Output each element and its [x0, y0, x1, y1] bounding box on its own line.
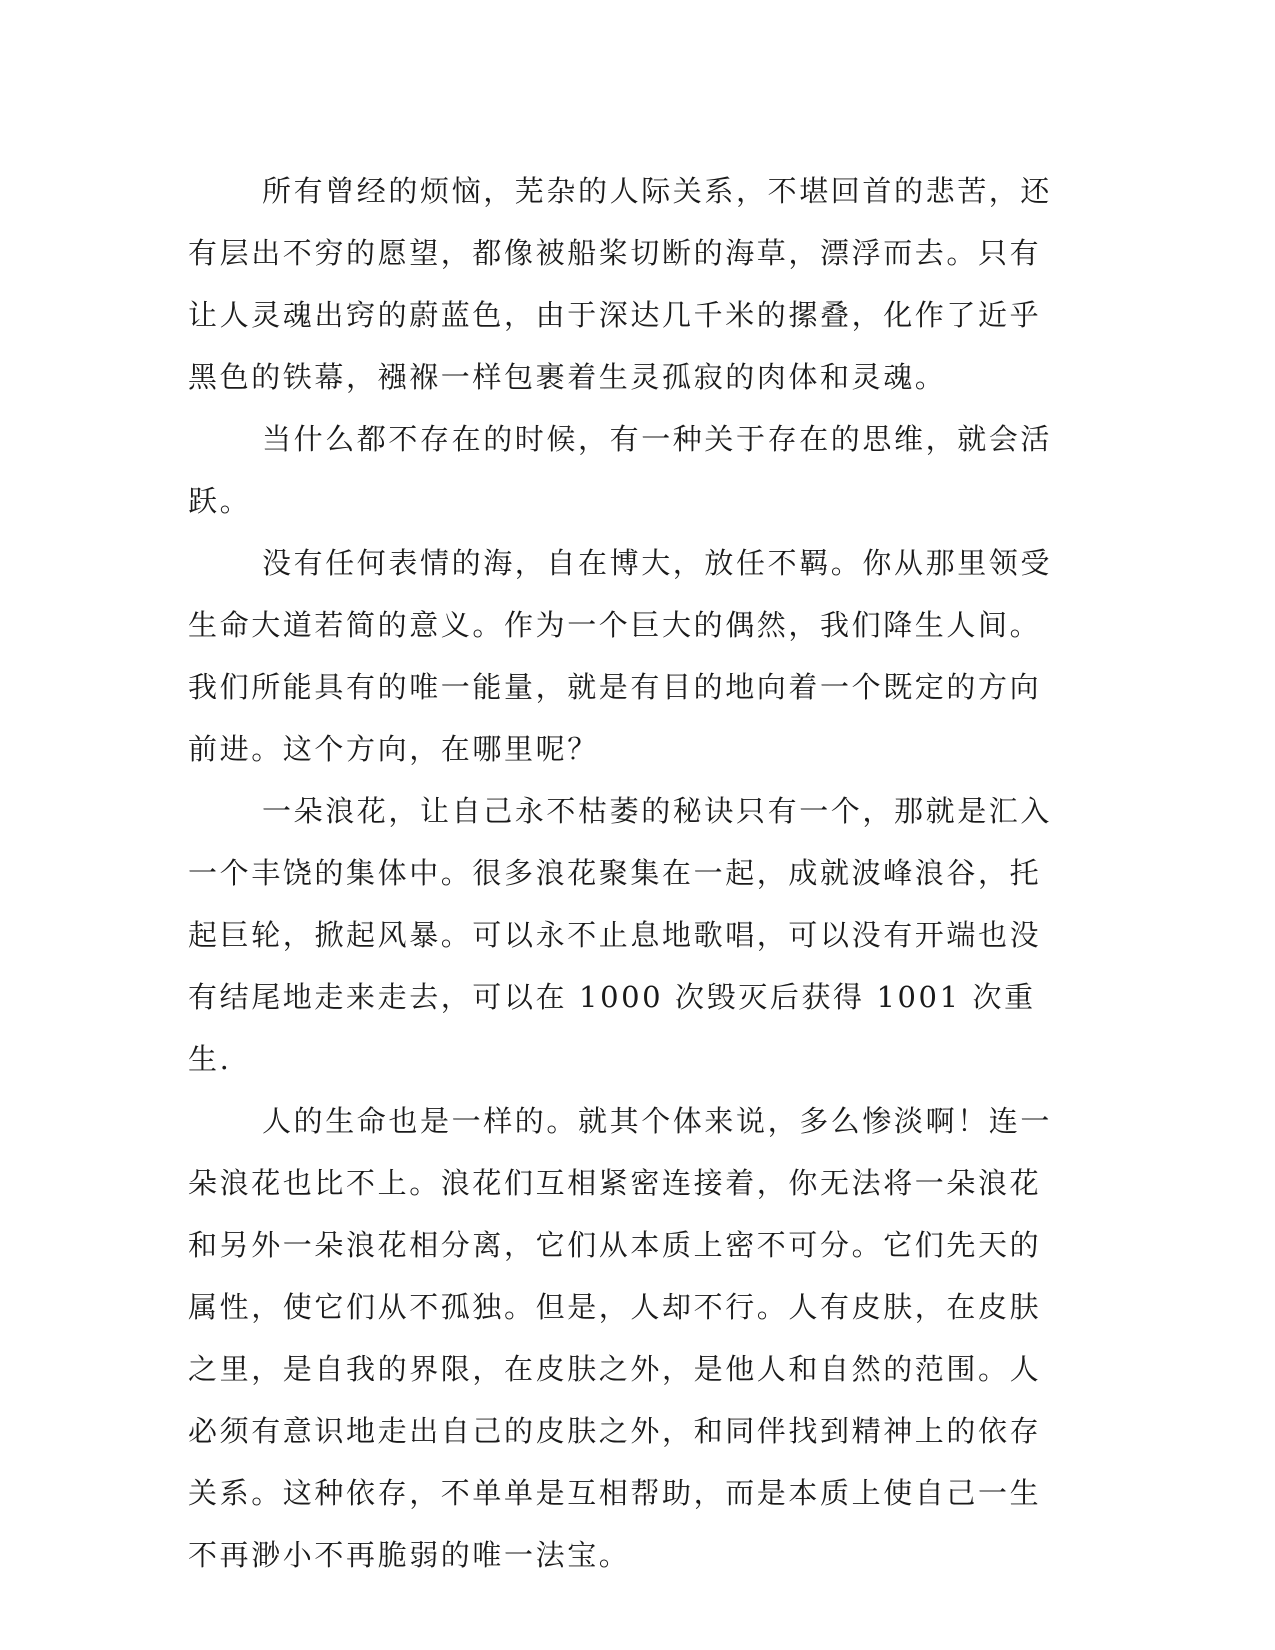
- paragraph-3: 没有任何表情的海，自在博大，放任不羁。你从那里领受生命大道若简的意义。作为一个巨大的偶然，我们降生人间。我们所能具有的唯一能量，就是有目的地向着一个既定的方向前进。这个方向，在哪里呢？: [188, 546, 1053, 766]
- paragraph-2: 当什么都不存在的时候，有一种关于存在的思维，就会活跃。: [188, 422, 1053, 518]
- paragraph-4: 一朵浪花，让自己永不枯萎的秘诀只有一个，那就是汇入一个丰饶的集体中。很多浪花聚集在一起，成就波峰浪谷，托起巨轮，掀起风暴。可以永不止息地歌唱，可以没有开端也没有结尾地走来走去，可以在 1000 次毁灭后获得 1001 次重生.: [188, 794, 1053, 1076]
- paragraph-5: 人的生命也是一样的。就其个体来说，多么惨淡啊！连一朵浪花也比不上。浪花们互相紧密连接着，你无法将一朵浪花和另外一朵浪花相分离，它们从本质上密不可分。它们先天的属性，使它们从不孤独。但是，人却不行。人有皮肤，在皮肤之里，是自我的界限，在皮肤之外，是他人和自然的范围。人必须有意识地走出自己的皮肤之外，和同伴找到精神上的依存关系。这种依存，不单单是互相帮助，而是本质上使自己一生不再渺小不再脆弱的唯一法宝。: [188, 1104, 1053, 1572]
- paragraph-1: 所有曾经的烦恼，芜杂的人际关系，不堪回首的悲苦，还有层出不穷的愿望，都像被船桨切断的海草，漂浮而去。只有让人灵魂出窍的蔚蓝色，由于深达几千米的摞叠，化作了近乎黑色的铁幕，襁褓一样包裹着生灵孤寂的肉体和灵魂。: [188, 174, 1053, 394]
- document-body: [188, 160, 1068, 1586]
